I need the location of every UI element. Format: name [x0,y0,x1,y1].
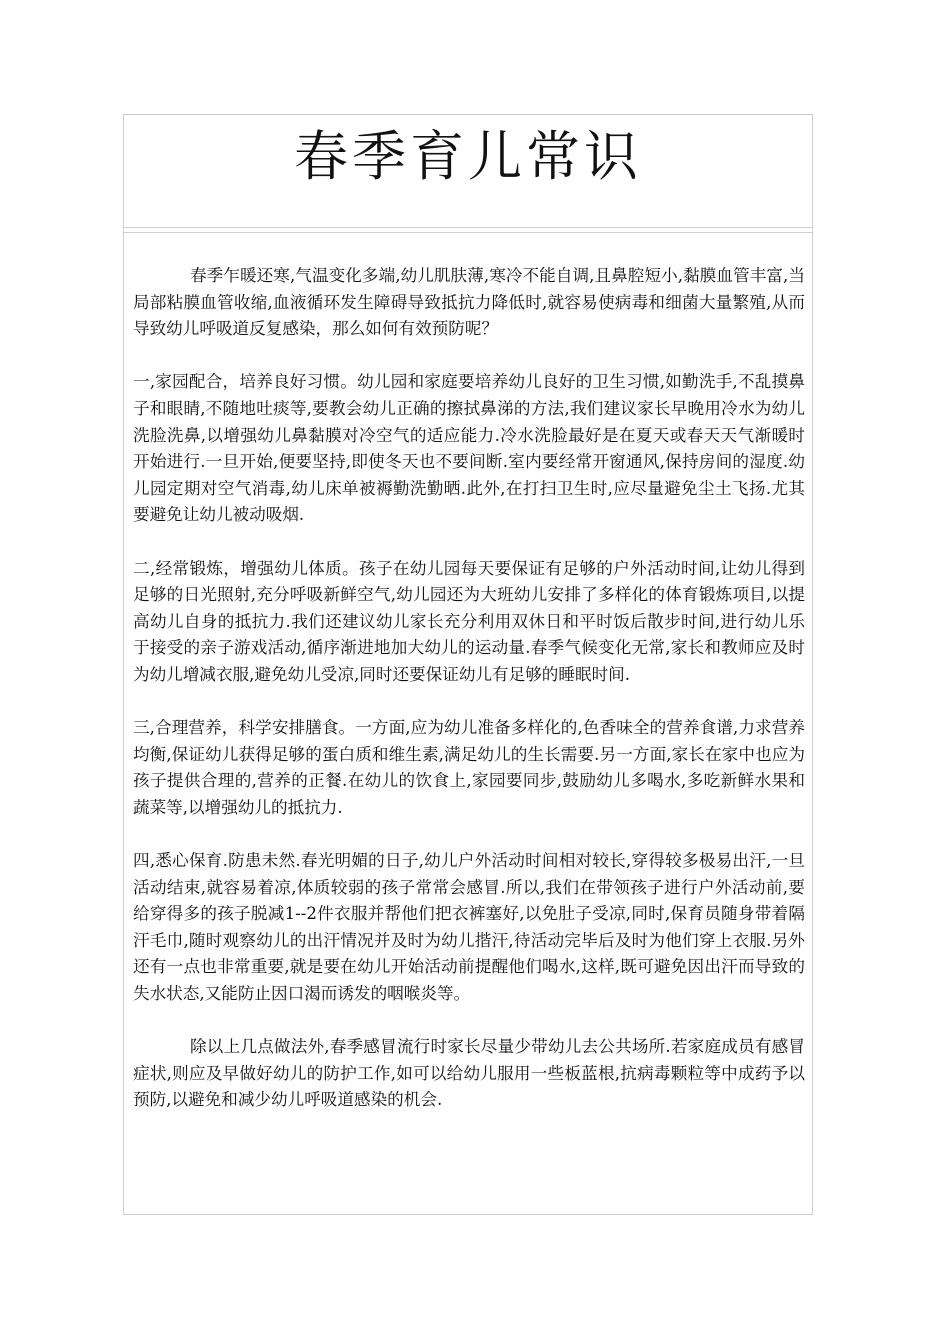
section-paragraph-3: 三,合理营养，科学安排膳食。一方面,应为幼儿准备多样化的,色香味全的营养食谱,力求营养均衡,保证幼儿获得足够的蛋白质和维生素,满足幼儿的生长需要.另一方面,家长在家中也应为孩子提供合理的,营养的正餐.在幼儿的饮食上,家园要同步,鼓励幼儿多喝水,多吃新鲜水果和蔬菜等,以增强幼儿的抵抗力. [133,718,805,817]
document-body [124,232,812,1214]
intro-paragraph: 春季乍暖还寒,气温变化多端,幼儿肌肤薄,寒冷不能自调,且鼻腔短小,黏膜血管丰富,当局部粘膜血管收缩,血液循环发生障碍导致抵抗力降低时,就容易使病毒和细菌大量繁殖,从而导致幼儿呼吸道反复感染，那么如何有效预防呢？ [133,266,805,339]
title-box [124,115,812,228]
document-title: 春季育儿常识 [294,125,642,188]
closing-paragraph: 除以上几点做法外,春季感冒流行时家长尽量少带幼儿去公共场所.若家庭成员有感冒症状,则应及早做好幼儿的防护工作,如可以给幼儿服用一些板蓝根,抗病毒颗粒等中成药予以预防,以避免和减少幼儿呼吸道感染的机会. [133,1037,805,1110]
section-paragraph-4: 四,悉心保育.防患未然.春光明媚的日子,幼儿户外活动时间相对较长,穿得较多极易出汗,一旦活动结束,就容易着凉,体质较弱的孩子常常会感冒.所以,我们在带领孩子进行户外活动前,要给穿得多的孩子脱减1--2件衣服并帮他们把衣裤塞好,以免肚子受凉,同时,保育员随身带着隔汗毛巾,随时观察幼儿的出汗情况并及时为幼儿揩汗,待活动完毕后及时为他们穿上衣服.另外还有一点也非常重要,就是要在幼儿开始活动前提醒他们喝水,这样,既可避免因出汗而导致的失水状态,又能防止因口渴而诱发的咽喉炎等。 [133,851,805,1004]
document-frame [123,114,813,1215]
section-paragraph-1: 一,家园配合，培养良好习惯。幼儿园和家庭要培养幼儿良好的卫生习惯,如勤洗手,不乱摸鼻子和眼睛,不随地吐痰等,要教会幼儿正确的擦拭鼻涕的方法,我们建议家长早晚用冷水为幼儿洗脸洗鼻,以增强幼儿鼻黏膜对冷空气的适应能力.冷水洗脸最好是在夏天或春天天气渐暖时开始进行.一旦开始,便要坚持,即使冬天也不要间断.室内要经常开窗通风,保持房间的湿度.幼儿园定期对空气消毒,幼儿床单被褥勤洗勤晒.此外,在打扫卫生时,应尽量避免尘土飞扬.尤其要避免让幼儿被动吸烟. [133,372,805,525]
document-content [133,263,805,1114]
section-paragraph-2: 二,经常锻炼，增强幼儿体质。孩子在幼儿园每天要保证有足够的户外活动时间,让幼儿得到足够的日光照射,充分呼吸新鲜空气,幼儿园还为大班幼儿安排了多样化的体育锻炼项目,以提高幼儿自身的抵抗力.我们还建议幼儿家长充分利用双休日和平时饭后散步时间,进行幼儿乐于接受的亲子游戏活动,循序渐进地加大幼儿的运动量.春季气候变化无常,家长和教师应及时为幼儿增减衣服,避免幼儿受凉,同时还要保证幼儿有足够的睡眠时间. [133,558,805,684]
